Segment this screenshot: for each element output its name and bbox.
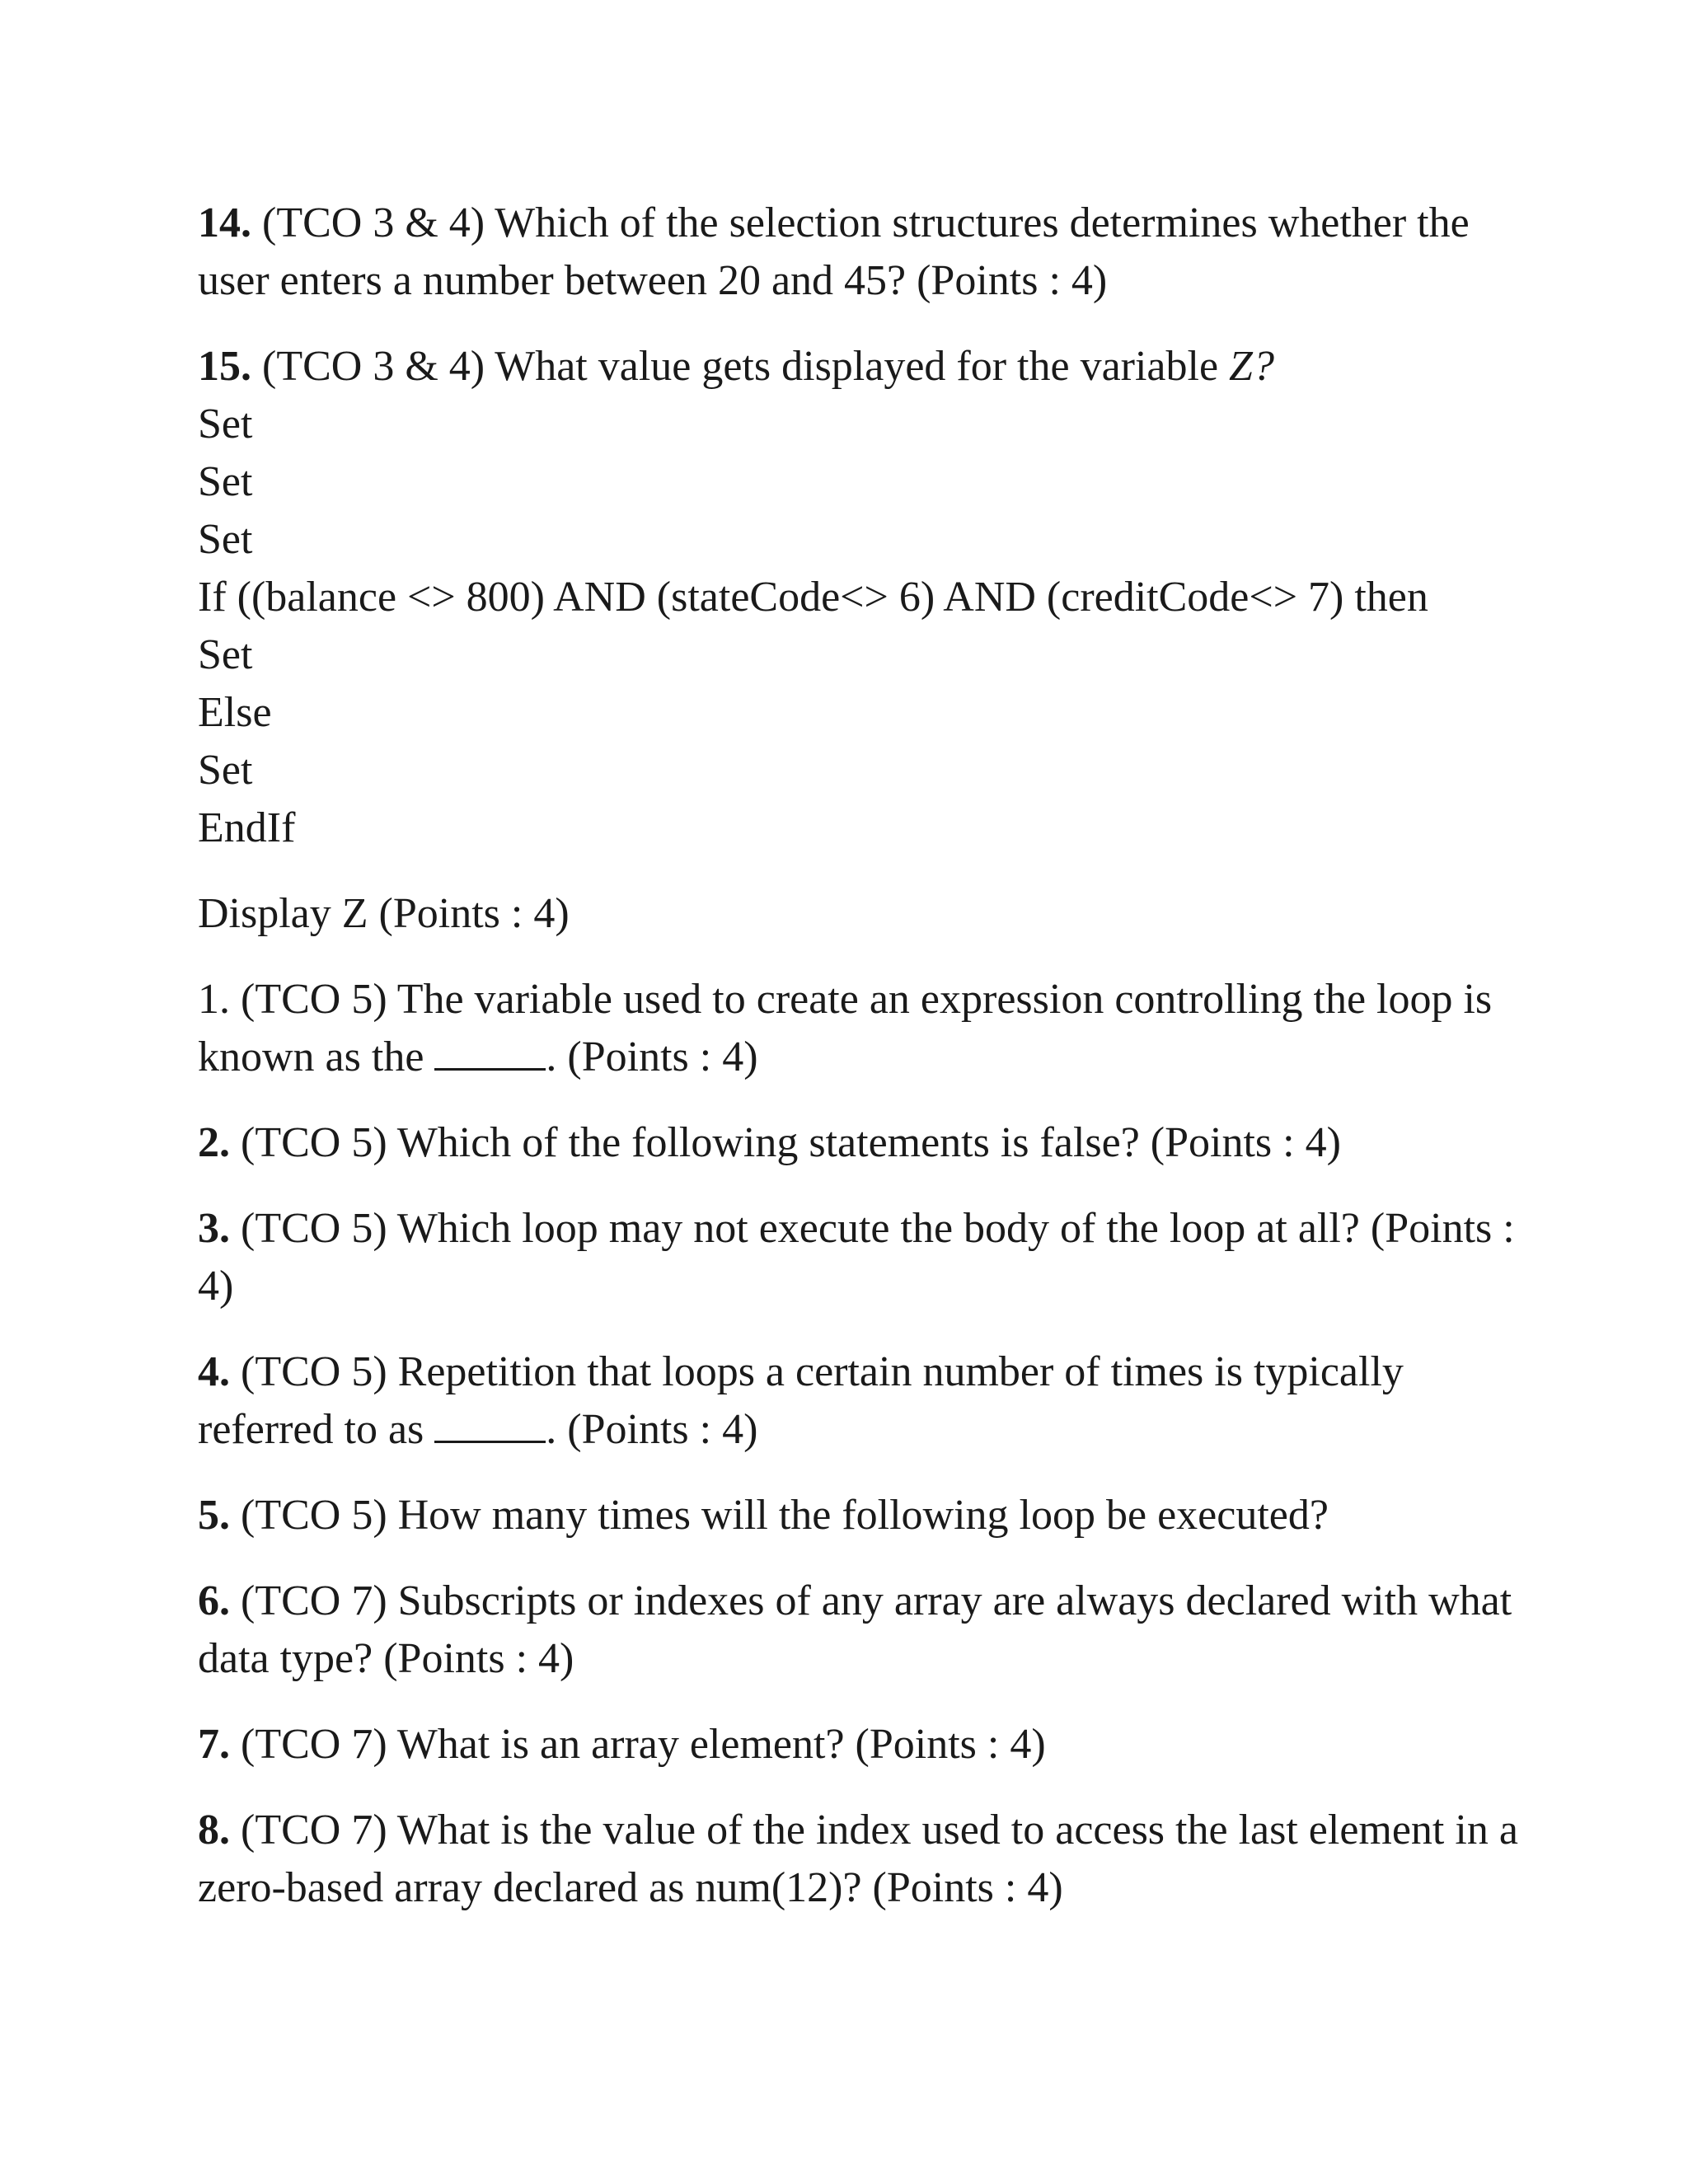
code-line: If ((balance <> 800) AND (stateCode<> 6) AND (creditCode<> 7) then [198, 574, 1428, 621]
question-text: (TCO 7) What is an array element? (Points : 4) [241, 1721, 1046, 1768]
question-number: 1. [198, 976, 230, 1023]
question-text-end: . (Points : 4) [546, 1406, 758, 1453]
variable-name: Z? [1229, 343, 1274, 390]
code-line: Set [198, 631, 253, 678]
code-line: EndIf [198, 804, 296, 851]
question-text: (TCO 5) How many times will the following loop be executed? [241, 1492, 1329, 1539]
fill-in-blank [434, 1401, 546, 1443]
code-line: Else [198, 689, 272, 736]
question-7 [198, 1716, 1533, 1774]
question-text: (TCO 3 & 4) What value gets displayed for the variable [262, 343, 1230, 390]
code-line: Set [198, 458, 253, 505]
question-text: (TCO 7) What is the value of the index used to access the last element in a zero-based array declared as num(12)? (Points : 4) [198, 1807, 1518, 1911]
question-number: 8. [198, 1807, 230, 1854]
question-number: 7. [198, 1721, 230, 1768]
question-3 [198, 1200, 1533, 1315]
question-15-display: Display Z (Points : 4) [198, 890, 570, 937]
question-4 [198, 1343, 1533, 1459]
question-text-end: . (Points : 4) [546, 1033, 758, 1080]
question-15 [198, 338, 1533, 396]
question-number: 6. [198, 1577, 230, 1624]
question-14 [198, 194, 1533, 310]
question-text: (TCO 5) Repetition that loops a certain number of times is typically referred to as [198, 1348, 1404, 1453]
question-5 [198, 1487, 1533, 1544]
question-number: 14. [198, 199, 251, 246]
question-6 [198, 1572, 1533, 1688]
question-text: (TCO 5) Which of the following statements is false? (Points : 4) [241, 1119, 1341, 1166]
question-8 [198, 1802, 1533, 1917]
code-line: Set [198, 747, 253, 794]
question-number: 4. [198, 1348, 230, 1395]
question-1 [198, 971, 1533, 1086]
fill-in-blank [434, 1029, 546, 1071]
question-text: (TCO 3 & 4) Which of the selection structures determines whether the user enters a number between 20 and 45? (Points : 4) [198, 199, 1470, 304]
code-line: Set [198, 401, 253, 448]
question-number: 3. [198, 1205, 230, 1252]
question-2 [198, 1114, 1533, 1172]
question-text: (TCO 5) Which loop may not execute the body of the loop at all? (Points : 4) [198, 1205, 1515, 1310]
pseudocode-block [198, 396, 1533, 857]
question-text: (TCO 5) The variable used to create an expression controlling the loop is known as the [198, 976, 1493, 1080]
question-number: 15. [198, 343, 251, 390]
code-line: Set [198, 516, 253, 563]
question-text: (TCO 7) Subscripts or indexes of any array are always declared with what data type? (Points : 4) [198, 1577, 1512, 1682]
question-number: 2. [198, 1119, 230, 1166]
document-page [198, 194, 1533, 1945]
question-number: 5. [198, 1492, 230, 1539]
